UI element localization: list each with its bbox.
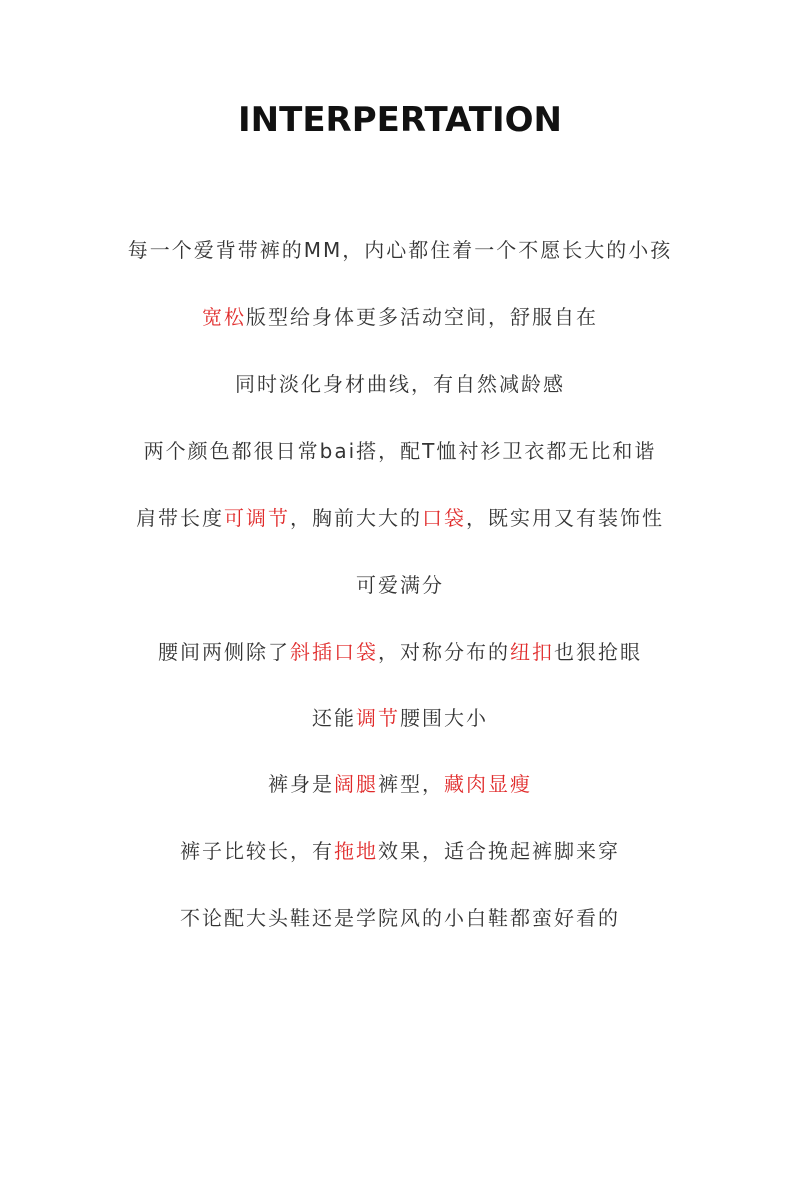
body-text: 腰围大小 <box>400 706 488 730</box>
text-line-11 <box>0 903 800 933</box>
body-text: 两个颜色都很日常bai搭，配T恤衬衫卫衣都无比和谐 <box>143 439 657 463</box>
body-text: 肩带长度 <box>136 506 224 530</box>
text-line-8 <box>0 703 800 733</box>
body-text: 裤型， <box>378 772 444 796</box>
text-line-9 <box>0 769 800 799</box>
page-title: INTERPERTATION <box>238 100 562 140</box>
highlight-text: 阔腿 <box>334 772 378 796</box>
text-line-5 <box>0 503 800 533</box>
body-text: 同时淡化身材曲线，有自然减龄感 <box>235 372 565 396</box>
body-text: 不论配大头鞋还是学院风的小白鞋都蛮好看的 <box>180 906 620 930</box>
highlight-text: 拖地 <box>334 839 378 863</box>
body-text: 裤身是 <box>268 772 334 796</box>
body-text: 效果，适合挽起裤脚来穿 <box>378 839 620 863</box>
highlight-text: 可调节 <box>224 506 290 530</box>
text-line-2 <box>0 302 800 332</box>
text-line-6 <box>0 570 800 600</box>
body-text: ，既实用又有装饰性 <box>466 506 664 530</box>
highlight-text: 调节 <box>356 706 400 730</box>
body-text: 也狠抢眼 <box>554 640 642 664</box>
body-text: 腰间两侧除了 <box>158 640 290 664</box>
body-text: 每一个爱背带裤的MM，内心都住着一个不愿长大的小孩 <box>127 238 673 262</box>
body-text: 裤子比较长，有 <box>180 839 334 863</box>
text-line-1 <box>0 235 800 265</box>
text-line-4 <box>0 436 800 466</box>
body-text: ，胸前大大的 <box>290 506 422 530</box>
highlight-text: 纽扣 <box>510 640 554 664</box>
text-line-3 <box>0 369 800 399</box>
highlight-text: 斜插口袋 <box>290 640 378 664</box>
highlight-text: 宽松 <box>202 305 246 329</box>
body-text: 可爱满分 <box>356 573 444 597</box>
highlight-text: 藏肉显瘦 <box>444 772 532 796</box>
body-text: ，对称分布的 <box>378 640 510 664</box>
text-line-7 <box>0 637 800 667</box>
body-text: 还能 <box>312 706 356 730</box>
highlight-text: 口袋 <box>422 506 466 530</box>
body-text: 版型给身体更多活动空间，舒服自在 <box>246 305 598 329</box>
text-line-10 <box>0 836 800 866</box>
